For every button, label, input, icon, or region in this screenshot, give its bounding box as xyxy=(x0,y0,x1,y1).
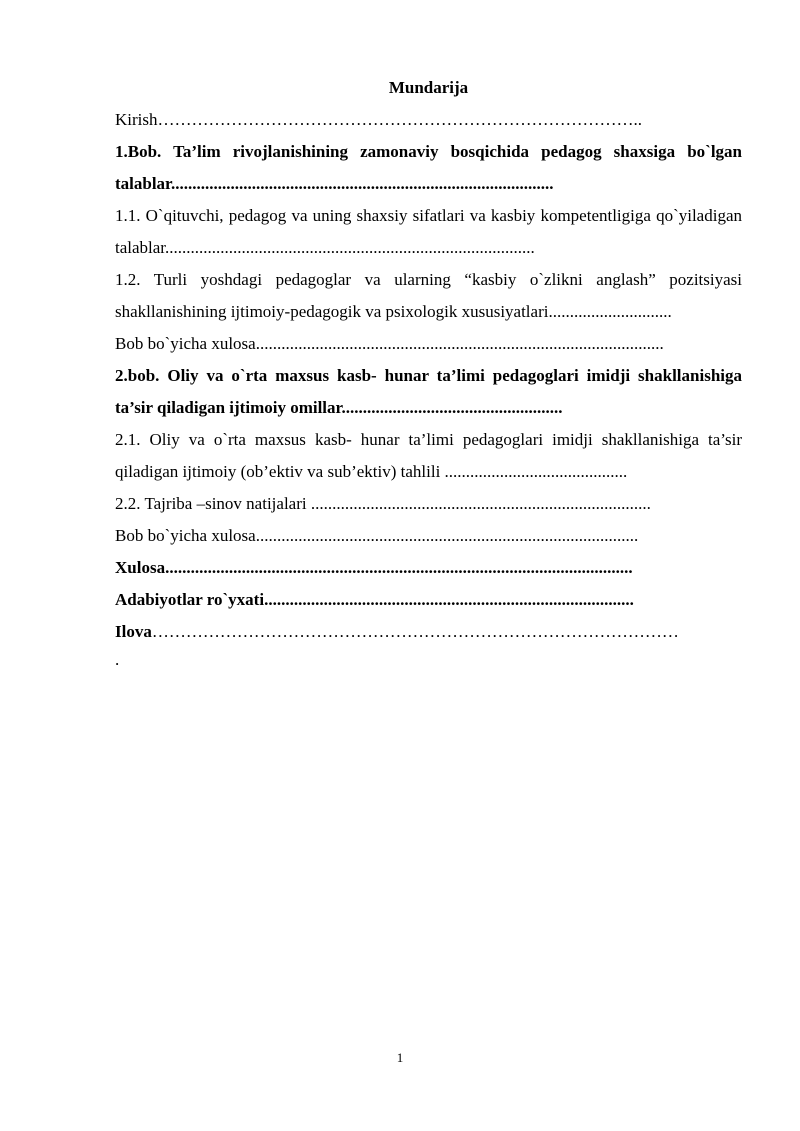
toc-entry-section-1-1: 1.1. O`qituvchi, pedagog va uning shaxsiy sifatlari va kasbiy kompetentligiga qo`yiladigan talablar....................................................................................... xyxy=(115,206,742,257)
toc-entry-appendix xyxy=(115,616,742,648)
toc-entry-bibliography: Adabiyotlar ro`yxati....................................................................................... xyxy=(115,590,634,609)
toc-entry-introduction: Kirish………………………………………………………………………….. xyxy=(115,110,642,129)
toc-entry-chapter-2-conclusion: Bob bo`yicha xulosa.......................................................................................... xyxy=(115,526,639,545)
toc-entry-chapter-2: 2.bob. Oliy va o`rta maxsus kasb- hunar ta’limi pedagoglari imidji shakllanishiga ta’sir qiladigan ijtimoiy omillar.................................................... xyxy=(115,366,742,417)
appendix-leader: ………………………………………………………………………………… xyxy=(151,622,679,641)
appendix-label: Ilova xyxy=(115,622,152,641)
page-number: 1 xyxy=(396,1050,404,1065)
toc-entry-chapter-1: 1.Bob. Ta’lim rivojlanishining zamonaviy bosqichida pedagog shaxsiga bo`lgan talablar.......................................................................................... xyxy=(115,142,742,193)
trailing-dot: . xyxy=(115,650,120,669)
toc-entry-chapter-1-conclusion: Bob bo`yicha xulosa................................................................................................ xyxy=(115,334,664,353)
toc-entry-section-2-1: 2.1. Oliy va o`rta maxsus kasb- hunar ta’limi pedagoglari imidji shakllanishiga ta’sir qiladigan ijtimoiy (ob’ektiv va sub’ektiv) tahlili ........................................... xyxy=(115,430,742,481)
toc-entry-section-2-2: 2.2. Tajriba –sinov natijalari ................................................................................ xyxy=(115,494,651,513)
document-page xyxy=(115,72,742,672)
toc-entry-section-1-2: 1.2. Turli yoshdagi pedagoglar va ularning “kasbiy o`zlikni anglash” pozitsiyasi shakllanishining ijtimoiy-pedagogik va psixologik xususiyatlari............................. xyxy=(115,270,742,321)
toc-title: Mundarija xyxy=(388,78,469,97)
toc-entry-conclusion: Xulosa.............................................................................................................. xyxy=(115,558,633,577)
